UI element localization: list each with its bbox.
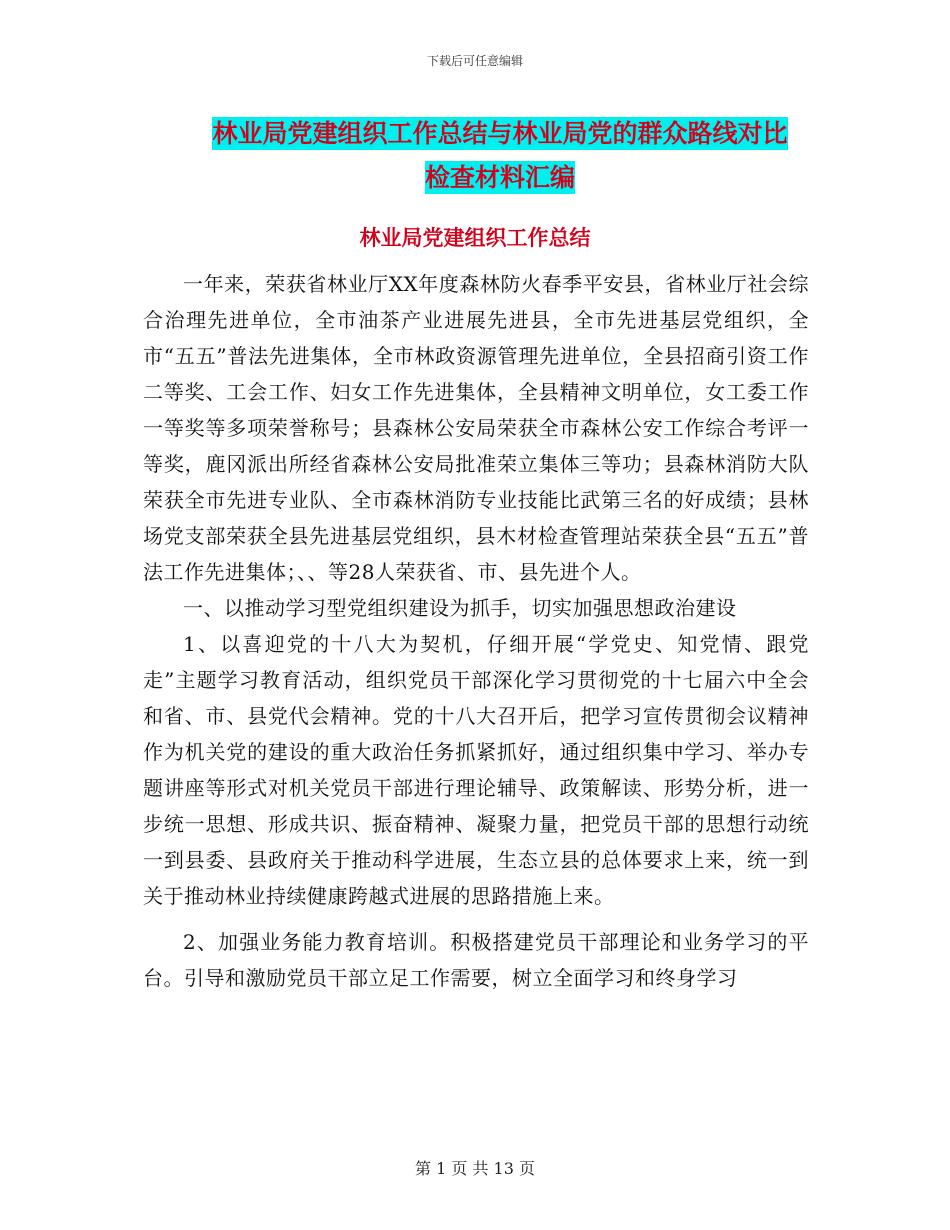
- paragraph-heading-1: 一、以推动学习型党组织建设为抓手，切实加强思想政治建设: [183, 596, 737, 620]
- paragraph-intro: 一年来，荣获省林业厅XX年度森林防火春季平安县，省林业厅社会综合治理先进单位，全市油茶产业进展先进县，全市先进基层党组织，全市“五五”普法先进集体，全市林政资源管理先进单位，全县招商引资工作二等奖、工会工作、妇女工作先进集体，全县精神文明单位，女工委工作一等奖等多项荣誉称号；县森林公安局荣获全市森林公安工作综合考评一等奖，鹿冈派出所经省森林公安局批准荣立集体三等功；县森林消防大队荣获全市先进专业队、全市森林消防专业技能比武第三名的好成绩；县林场党支部荣获全县先进基层党组织，县木材检查管理站荣获全县“五五”普法工作先进集体；、、等28人荣获省、市、县先进个人。: [143, 272, 809, 584]
- paragraph-item-2: 2、加强业务能力教育培训。积极搭建党员干部理论和业务学习的平台。引导和激励党员干部立足工作需要，树立全面学习和终身学习: [143, 930, 809, 990]
- title-line-1: 林业局党建组织工作总结与林业局党的群众路线对比: [212, 119, 788, 148]
- footer-suffix: 页: [519, 1159, 536, 1178]
- page-footer: [0, 1156, 950, 1179]
- header-note: 下载后可任意编辑: [426, 54, 523, 68]
- document-title: [190, 112, 810, 200]
- title-line-2: 检查材料汇编: [424, 163, 575, 192]
- section-title: 林业局党建组织工作总结: [359, 226, 591, 250]
- footer-page-number: 1: [436, 1159, 447, 1178]
- footer-prefix: 第: [414, 1159, 431, 1178]
- footer-mid: 页 共: [451, 1159, 489, 1178]
- footer-total-pages: 13: [493, 1159, 514, 1178]
- paragraph-item-1: 1、以喜迎党的十八大为契机，仔细开展“学党史、知党情、跟党走”主题学习教育活动，组织党员干部深化学习贯彻党的十七届六中全会和省、市、县党代会精神。党的十八大召开后，把学习宣传贯彻会议精神作为机关党的建设的重大政治任务抓紧抓好，通过组织集中学习、举办专题讲座等形式对机关党员干部进行理论辅导、政策解读、形势分析，进一步统一思想、形成共识、振奋精神、凝聚力量，把党员干部的思想行动统一到县委、县政府关于推动科学进展，生态立县的总体要求上来，统一到关于推动林业持续健康跨越式进展的思路措施上来。: [143, 632, 809, 908]
- document-body: [143, 266, 809, 996]
